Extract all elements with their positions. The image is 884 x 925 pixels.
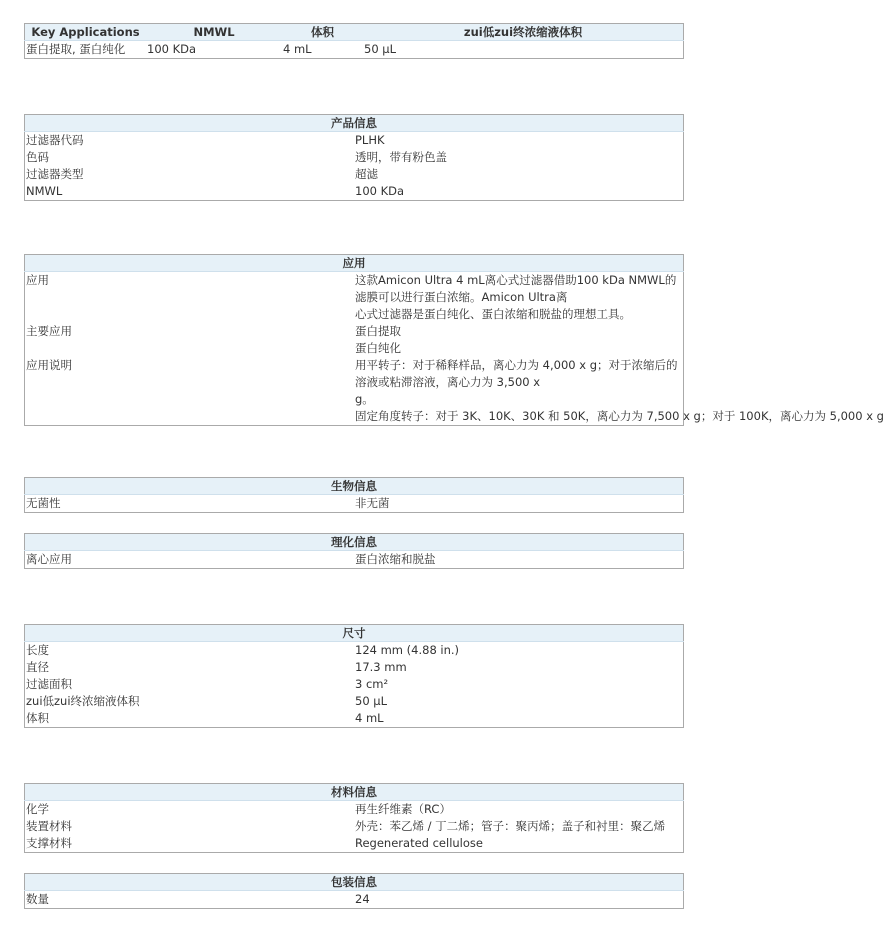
table-row	[25, 272, 684, 324]
volume-cell: 4 mL	[283, 42, 312, 56]
row-value: 100 KDa	[355, 184, 405, 198]
table-row	[25, 149, 684, 166]
nmwl-header: NMWL	[146, 24, 282, 41]
row-label: 主要应用	[26, 324, 72, 338]
text-line: 蛋白纯化	[355, 341, 401, 355]
row-label: 长度	[26, 643, 49, 657]
table-row	[25, 835, 684, 853]
material-info-title: 材料信息	[25, 784, 684, 801]
table-row	[25, 183, 684, 201]
bio-info-title: 生物信息	[25, 478, 684, 495]
table-row	[25, 357, 684, 426]
row-value: 超滤	[355, 167, 378, 181]
row-value: PLHK	[355, 133, 385, 147]
row-label: 装置材料	[26, 819, 72, 833]
key-applications-table	[24, 23, 684, 59]
row-label: 支撑材料	[26, 836, 72, 850]
row-value	[354, 357, 884, 426]
row-label: 过滤面积	[26, 677, 72, 691]
nmwl-cell: 100 KDa	[147, 42, 197, 56]
product-info-table	[24, 114, 684, 201]
text-line: 固定角度转子：对于 3K、10K、30K 和 50K，离心力为 7,500 x g；对于 100K，离心力为 5,000 x g	[355, 409, 884, 423]
text-line: 蛋白提取	[355, 324, 401, 338]
application-title: 应用	[25, 255, 684, 272]
min-final-volume-header: zui低zui终浓缩液体积	[363, 24, 684, 41]
row-value: 50 µL	[355, 694, 388, 708]
min-final-volume-cell: 50 µL	[364, 42, 397, 56]
packaging-info-table	[24, 873, 684, 909]
row-label: 色码	[26, 150, 49, 164]
row-value	[354, 272, 684, 324]
table-row	[25, 323, 684, 357]
text-line: 心式过滤器是蛋白纯化、蛋白浓缩和脱盐的理想工具。	[355, 307, 631, 321]
volume-header: 体积	[282, 24, 363, 41]
product-info-title: 产品信息	[25, 115, 684, 132]
text-line: g。	[355, 392, 374, 406]
row-label: 过滤器代码	[26, 133, 84, 147]
text-line: 这款Amicon Ultra 4 mL离心式过滤器借助100 kDa NMWL的滤膜可以进行蛋白浓缩。Amicon Ultra离	[355, 273, 677, 304]
row-value: 透明，带有粉色盖	[355, 150, 447, 164]
row-label: 化学	[26, 802, 49, 816]
row-label: 体积	[26, 711, 49, 725]
table-row	[25, 676, 684, 693]
row-label: NMWL	[26, 184, 63, 198]
row-label: 离心应用	[26, 552, 72, 566]
table-row	[25, 166, 684, 183]
text-line: 用平转子：对于稀释样品，离心力为 4,000 x g；对于浓缩后的溶液或粘滞溶液，离心力为 3,500 x	[355, 358, 678, 389]
dimensions-table	[24, 624, 684, 728]
table-row	[25, 801, 684, 819]
row-label: 直径	[26, 660, 49, 674]
row-value: 24	[355, 892, 370, 906]
table-row	[25, 642, 684, 660]
physchem-info-title: 理化信息	[25, 534, 684, 551]
row-value: 外壳：苯乙烯 / 丁二烯；管子：聚丙烯；盖子和衬里：聚乙烯	[355, 819, 666, 833]
table-row	[25, 132, 684, 150]
row-value: 17.3 mm	[355, 660, 407, 674]
table-row	[25, 659, 684, 676]
row-label: 过滤器类型	[26, 167, 84, 181]
row-label: zui低zui终浓缩液体积	[26, 694, 140, 708]
table-row	[25, 710, 684, 728]
dimensions-title: 尺寸	[25, 625, 684, 642]
row-value: Regenerated cellulose	[355, 836, 483, 850]
row-label: 数量	[26, 892, 49, 906]
row-value	[354, 323, 684, 357]
row-label: 无菌性	[26, 496, 61, 510]
row-value: 3 cm²	[355, 677, 389, 691]
table-row	[25, 495, 684, 513]
row-value: 4 mL	[355, 711, 384, 725]
row-label: 应用	[26, 273, 49, 287]
row-value: 再生纤维素（RC）	[355, 802, 451, 816]
row-label: 应用说明	[26, 358, 72, 372]
key-applications-header: Key Applications	[25, 24, 147, 41]
table-row	[25, 818, 684, 835]
material-info-table	[24, 783, 684, 853]
key-applications-cell: 蛋白提取, 蛋白纯化	[26, 42, 126, 56]
table-row	[25, 891, 684, 909]
packaging-info-title: 包装信息	[25, 874, 684, 891]
application-table	[24, 254, 884, 426]
physchem-info-table	[24, 533, 684, 569]
table-row	[25, 551, 684, 569]
row-value: 蛋白浓缩和脱盐	[355, 552, 436, 566]
bio-info-table	[24, 477, 684, 513]
row-value: 非无菌	[355, 496, 390, 510]
row-value: 124 mm (4.88 in.)	[355, 643, 460, 657]
table-row	[25, 693, 684, 710]
